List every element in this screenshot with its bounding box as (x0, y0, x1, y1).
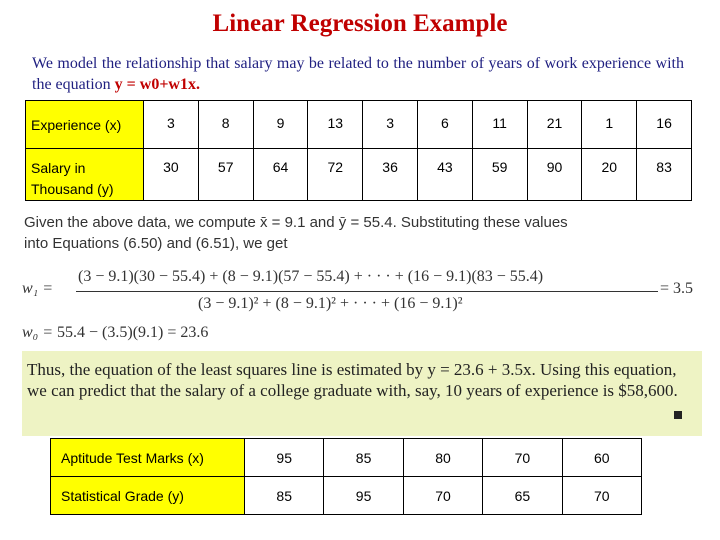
table-cell: 70 (403, 477, 482, 515)
page-title: Linear Regression Example (212, 10, 508, 37)
table-cell: 95 (245, 439, 324, 477)
table-cell: 85 (245, 477, 324, 515)
table-cell: 16 (637, 101, 692, 149)
table-row (26, 101, 692, 149)
row-header-aptitude: Aptitude Test Marks (x) (51, 439, 245, 477)
intro-text: We model the relationship that salary may be related to the number of years of work experience with the equation (32, 55, 684, 93)
table-row (26, 149, 692, 201)
w1-numerator: (3 − 9.1)(30 − 55.4) + (8 − 9.1)(57 − 55.4) + · · · + (16 − 9.1)(83 − 55.4) (78, 268, 544, 285)
table-cell: 64 (253, 149, 308, 201)
table-cell: 70 (562, 477, 641, 515)
table-cell: 11 (472, 101, 527, 149)
table-cell: 57 (198, 149, 253, 201)
table-cell: 72 (308, 149, 363, 201)
table-cell: 20 (582, 149, 637, 201)
end-of-proof-square-icon (674, 411, 682, 419)
table-cell: 95 (324, 477, 403, 515)
table-cell: 43 (417, 149, 472, 201)
table-cell: 60 (562, 439, 641, 477)
table-cell: 83 (637, 149, 692, 201)
table-cell: 30 (144, 149, 199, 201)
w1-denominator: (3 − 9.1)² + (8 − 9.1)² + · · · + (16 − 9.1)² (198, 295, 463, 312)
w0-label: w₀ = (22, 324, 54, 341)
fraction-bar (76, 291, 658, 292)
w0-expression: 55.4 − (3.5)(9.1) = 23.6 (57, 324, 209, 341)
intro-paragraph (32, 53, 684, 95)
experience-salary-table (25, 100, 692, 201)
row-header-statistical-grade: Statistical Grade (y) (51, 477, 245, 515)
table-cell: 90 (527, 149, 582, 201)
row-header-experience: Experience (x) (26, 101, 144, 149)
excerpt-line: into Equations (6.50) and (6.51), we get (24, 235, 288, 252)
table-cell: 59 (472, 149, 527, 201)
conclusion-text: Thus, the equation of the least squares line is estimated by y = 23.6 + 3.5x. Using this equation, we can predict that the salary of a college graduate with, say, 10 years of experience is $58,600. (27, 360, 678, 400)
table-cell: 8 (198, 101, 253, 149)
table-cell: 1 (582, 101, 637, 149)
excerpt-line: Given the above data, we compute x̄ = 9.1 and ȳ = 55.4. Substituting these values (24, 214, 568, 231)
table-cell: 13 (308, 101, 363, 149)
table-cell: 3 (144, 101, 199, 149)
intro-equation: y = w0+w1x. (114, 76, 200, 93)
table-cell: 65 (483, 477, 562, 515)
table-cell: 85 (324, 439, 403, 477)
aptitude-grade-table (50, 438, 642, 515)
table-cell: 9 (253, 101, 308, 149)
w0-equation (22, 324, 208, 342)
textbook-excerpt (22, 206, 702, 434)
row-header-salary: Salary in Thousand (y) (26, 149, 144, 201)
table-row (51, 477, 642, 515)
table-cell: 36 (363, 149, 418, 201)
w1-equation (22, 268, 702, 318)
conclusion-highlight (22, 351, 702, 436)
w1-result: = 3.5 (660, 280, 694, 297)
table-cell: 21 (527, 101, 582, 149)
table-cell: 6 (417, 101, 472, 149)
table-cell: 70 (483, 439, 562, 477)
table-row (51, 439, 642, 477)
table-cell: 3 (363, 101, 418, 149)
excerpt-paragraph (24, 212, 568, 254)
w1-label: w₁ = (22, 280, 54, 297)
table-cell: 80 (403, 439, 482, 477)
